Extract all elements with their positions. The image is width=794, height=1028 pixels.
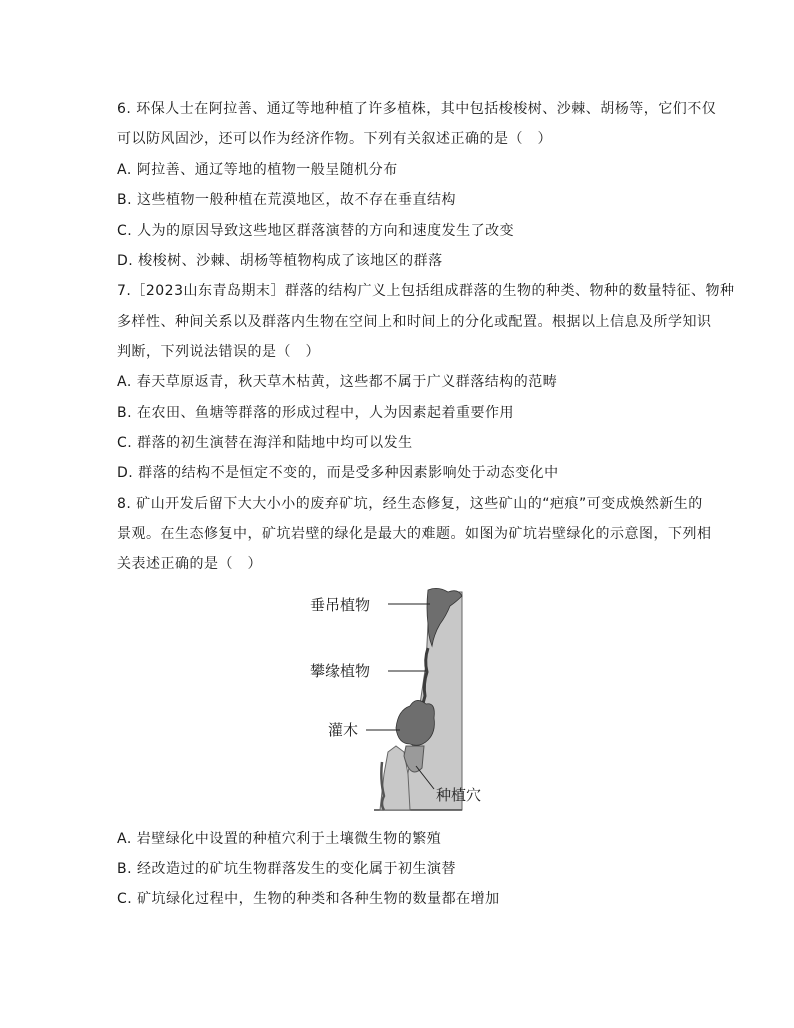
- shrub: [396, 700, 434, 745]
- q7-stem-line-3: 判断，下列说法错误的是（ ）: [117, 344, 320, 360]
- q8-stem-line-2: 景观。在生态修复中，矿坑岩壁的绿化是最大的难题。如图为矿坑岩壁绿化的示意图，下列相: [117, 526, 712, 542]
- q7-option-c[interactable]: C. 群落的初生演替在海洋和陆地中均可以发生: [117, 435, 413, 451]
- q6-option-a[interactable]: A. 阿拉善、通辽等地的植物一般呈随机分布: [117, 162, 398, 178]
- q8-option-b[interactable]: B. 经改造过的矿坑生物群落发生的变化属于初生演替: [117, 861, 457, 877]
- q6-option-c[interactable]: C. 人为的原因导致这些地区群落演替的方向和速度发生了改变: [117, 223, 515, 239]
- label-planting-pit: 种植穴: [436, 786, 482, 804]
- q8-option-a[interactable]: A. 岩壁绿化中设置的种植穴利于土壤微生物的繁殖: [117, 831, 442, 847]
- q8-stem-line-3: 关表述正确的是（ ）: [117, 556, 262, 572]
- q8-stem-line-1: 8. 矿山开发后留下大大小小的废弃矿坑，经生态修复，这些矿山的“疤痕”可变成焕然新生的: [117, 496, 703, 512]
- q7-option-b[interactable]: B. 在农田、鱼塘等群落的形成过程中，人为因素起着重要作用: [117, 405, 515, 421]
- q6-stem-line-2: 可以防风固沙，还可以作为经济作物。下列有关叙述正确的是（ ）: [117, 131, 552, 147]
- q6-stem-line-1: 6. 环保人士在阿拉善、通辽等地种植了许多植株，其中包括梭梭树、沙棘、胡杨等，它们不仅: [117, 101, 717, 117]
- q6-option-b[interactable]: B. 这些植物一般种植在荒漠地区，故不存在垂直结构: [117, 192, 457, 208]
- label-shrub: 灌木: [328, 721, 359, 739]
- q7-stem-line-2: 多样性、种间关系以及群落内生物在空间上和时间上的分化或配置。根据以上信息及所学知识: [117, 314, 712, 330]
- q7-option-a[interactable]: A. 春天草原返青，秋天草木枯黄，这些都不属于广义群落结构的范畴: [117, 374, 558, 390]
- q7-option-d[interactable]: D. 群落的结构不是恒定不变的，而是受多种因素影响处于动态变化中: [117, 465, 559, 481]
- q7-stem-line-1: 7.［2023山东青岛期末］群落的结构广义上包括组成群落的生物的种类、物种的数量特征、物种: [117, 283, 735, 299]
- quarry-wall-greening-figure: [300, 584, 500, 816]
- figure-svg: [300, 584, 500, 816]
- label-hanging-plants: 垂吊植物: [310, 596, 371, 614]
- q8-option-c[interactable]: C. 矿坑绿化过程中，生物的种类和各种生物的数量都在增加: [117, 891, 500, 907]
- label-climbing-plants: 攀缘植物: [310, 662, 371, 680]
- q6-option-d[interactable]: D. 梭梭树、沙棘、胡杨等植物构成了该地区的群落: [117, 253, 443, 269]
